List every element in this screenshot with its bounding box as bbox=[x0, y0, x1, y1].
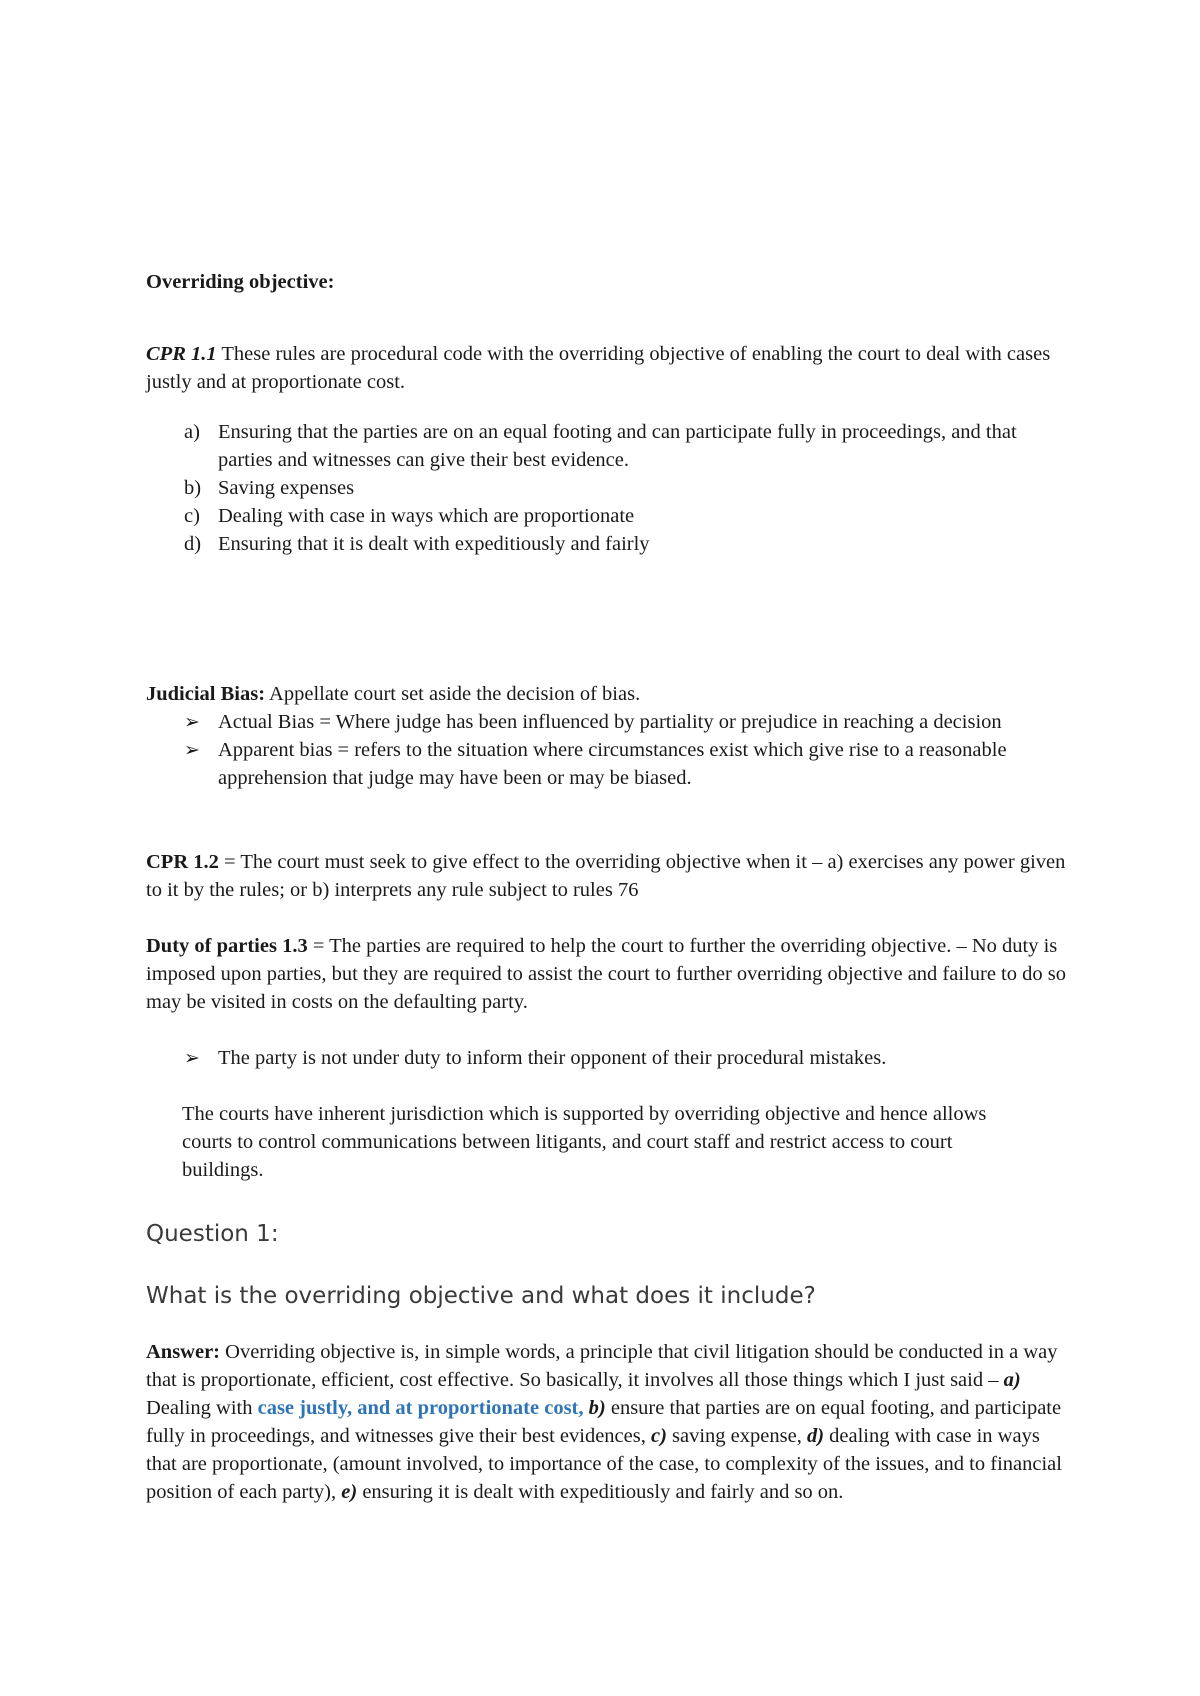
list-item: d) Ensuring that it is dealt with expeditiously and fairly bbox=[146, 530, 1066, 558]
judicial-bias-list bbox=[146, 708, 1066, 792]
list-item: a) Ensuring that the parties are on an equal footing and can participate fully in proceedings, and that parties and witnesses can give their best evidence. bbox=[146, 418, 1066, 474]
judicial-bias-paragraph: Judicial Bias: Appellate court set aside the decision of bias. bbox=[146, 683, 641, 705]
duty-of-parties-label: Duty of parties 1.3 bbox=[146, 935, 308, 957]
highlighted-text: case justly, and at proportionate cost, bbox=[257, 1397, 584, 1419]
arrowhead-bullet-icon: ➢ bbox=[184, 1047, 200, 1069]
duty-of-parties-paragraph: Duty of parties 1.3 = The parties are required to help the court to further the overriding objective. – No duty is imposed upon parties, but they are required to assist the court to further overriding objective and failure to do so may be visited in costs on the defaulting party. bbox=[146, 935, 1066, 1013]
judicial-bias-label: Judicial Bias: bbox=[146, 683, 266, 705]
list-marker: c) bbox=[184, 505, 200, 527]
question-text: What is the overriding objective and what does it include? bbox=[146, 1283, 816, 1309]
cpr-1-1-paragraph bbox=[146, 340, 1066, 396]
cpr-1-2-paragraph: CPR 1.2 = The court must seek to give effect to the overriding objective when it – a) exercises any power given to it by the rules; or b) interprets any rule subject to rules 76 bbox=[146, 851, 1066, 901]
answer-paragraph: Answer: Overriding objective is, in simple words, a principle that civil litigation should be conducted in a way that is proportionate, efficient, cost effective. So basically, it involves all those things which I just said – a) Dealing with case justly, and at proportionate cost, b) ensure that parties are on equal footing, and participate fully in proceedings, and witnesses give their best evidences, c) saving expense, d) dealing with case in ways that are proportionate, (amount involved, to importance of the case, to complexity of the issues, and to financial position of each party), e) ensuring it is dealt with expeditiously and fairly and so on. bbox=[146, 1341, 1062, 1503]
cpr-1-2-label: CPR 1.2 bbox=[146, 851, 219, 873]
cpr-1-1-text: These rules are procedural code with the overriding objective of enabling the court to deal with cases justly and at proportionate cost. bbox=[146, 343, 1051, 393]
cpr-1-1-label: CPR 1.1 bbox=[146, 343, 217, 365]
question-title: Question 1: bbox=[146, 1221, 279, 1247]
arrowhead-bullet-icon: ➢ bbox=[184, 711, 200, 733]
list-marker: a) bbox=[184, 421, 200, 443]
list-marker: b) bbox=[184, 477, 202, 499]
list-item: c) Dealing with case in ways which are proportionate bbox=[146, 502, 1066, 530]
list-item: ➢ The party is not under duty to inform their opponent of their procedural mistakes. bbox=[146, 1044, 1066, 1072]
list-marker: d) bbox=[184, 533, 202, 555]
list-item: ➢ Actual Bias = Where judge has been influenced by partiality or prejudice in reaching a decision bbox=[146, 708, 1066, 736]
arrowhead-bullet-icon: ➢ bbox=[184, 739, 200, 761]
list-item: b) Saving expenses bbox=[146, 474, 1066, 502]
overriding-heading: Overriding objective: bbox=[146, 271, 335, 293]
duty-list bbox=[146, 1044, 1066, 1072]
list-item: ➢ Apparent bias = refers to the situation where circumstances exist which give rise to a reasonable apprehension that judge may have been or may be biased. bbox=[146, 736, 1066, 792]
inherent-jurisdiction-note: The courts have inherent jurisdiction which is supported by overriding objective and hence allows courts to control communications between litigants, and court staff and restrict access to court buildings. bbox=[182, 1103, 987, 1181]
cpr-1-1-list bbox=[146, 418, 1066, 558]
answer-label: Answer: bbox=[146, 1341, 221, 1363]
